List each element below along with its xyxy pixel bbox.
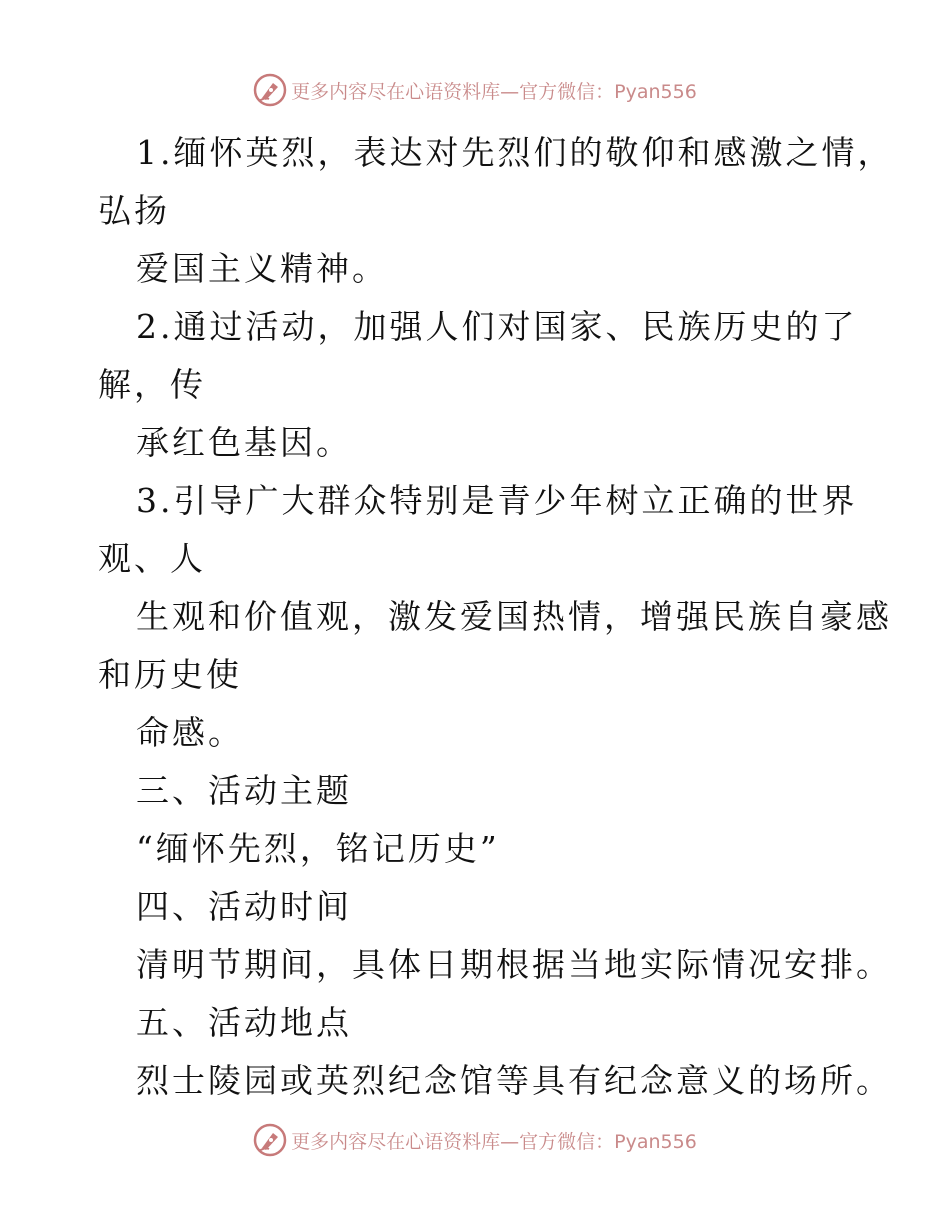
theme-quote: “缅怀先烈，铭记历史”: [136, 829, 500, 868]
text-line: 观、人: [98, 539, 206, 578]
text-line: 烈士陵园或英烈纪念馆等具有纪念意义的场所。: [136, 1061, 892, 1100]
text-line: 和历史使: [98, 655, 242, 694]
text-line: 生观和价值观，激发爱国热情，增强民族自豪感: [136, 597, 892, 636]
section-heading: 四、活动时间: [136, 887, 352, 926]
text-line: 弘扬: [98, 191, 170, 230]
pen-nib-logo-icon: [253, 73, 287, 107]
section-heading: 三、活动主题: [136, 771, 352, 810]
text-line: 爱国主义精神。: [136, 249, 388, 288]
text-line: 命感。: [136, 713, 244, 752]
footer-watermark-text: 更多内容尽在心语资料库—官方微信：Pyan556: [291, 1130, 697, 1153]
text-line: 清明节期间，具体日期根据当地实际情况安排。: [136, 945, 892, 984]
text-line: 解，传: [98, 365, 206, 404]
footer-watermark-banner: [0, 1120, 950, 1160]
section-heading: 五、活动地点: [136, 1003, 352, 1042]
header-watermark-banner: [0, 70, 950, 110]
text-line: 2.通过活动，加强人们对国家、民族历史的了: [136, 307, 858, 346]
header-watermark-text: 更多内容尽在心语资料库—官方微信：Pyan556: [291, 80, 697, 103]
text-line: 承红色基因。: [136, 423, 352, 462]
text-line: 3.引导广大群众特别是青少年树立正确的世界: [136, 481, 858, 520]
pen-nib-logo-icon: [253, 1123, 287, 1157]
text-line: 1.缅怀英烈，表达对先烈们的敬仰和感激之情，: [136, 133, 894, 172]
document-body: [98, 124, 898, 1110]
